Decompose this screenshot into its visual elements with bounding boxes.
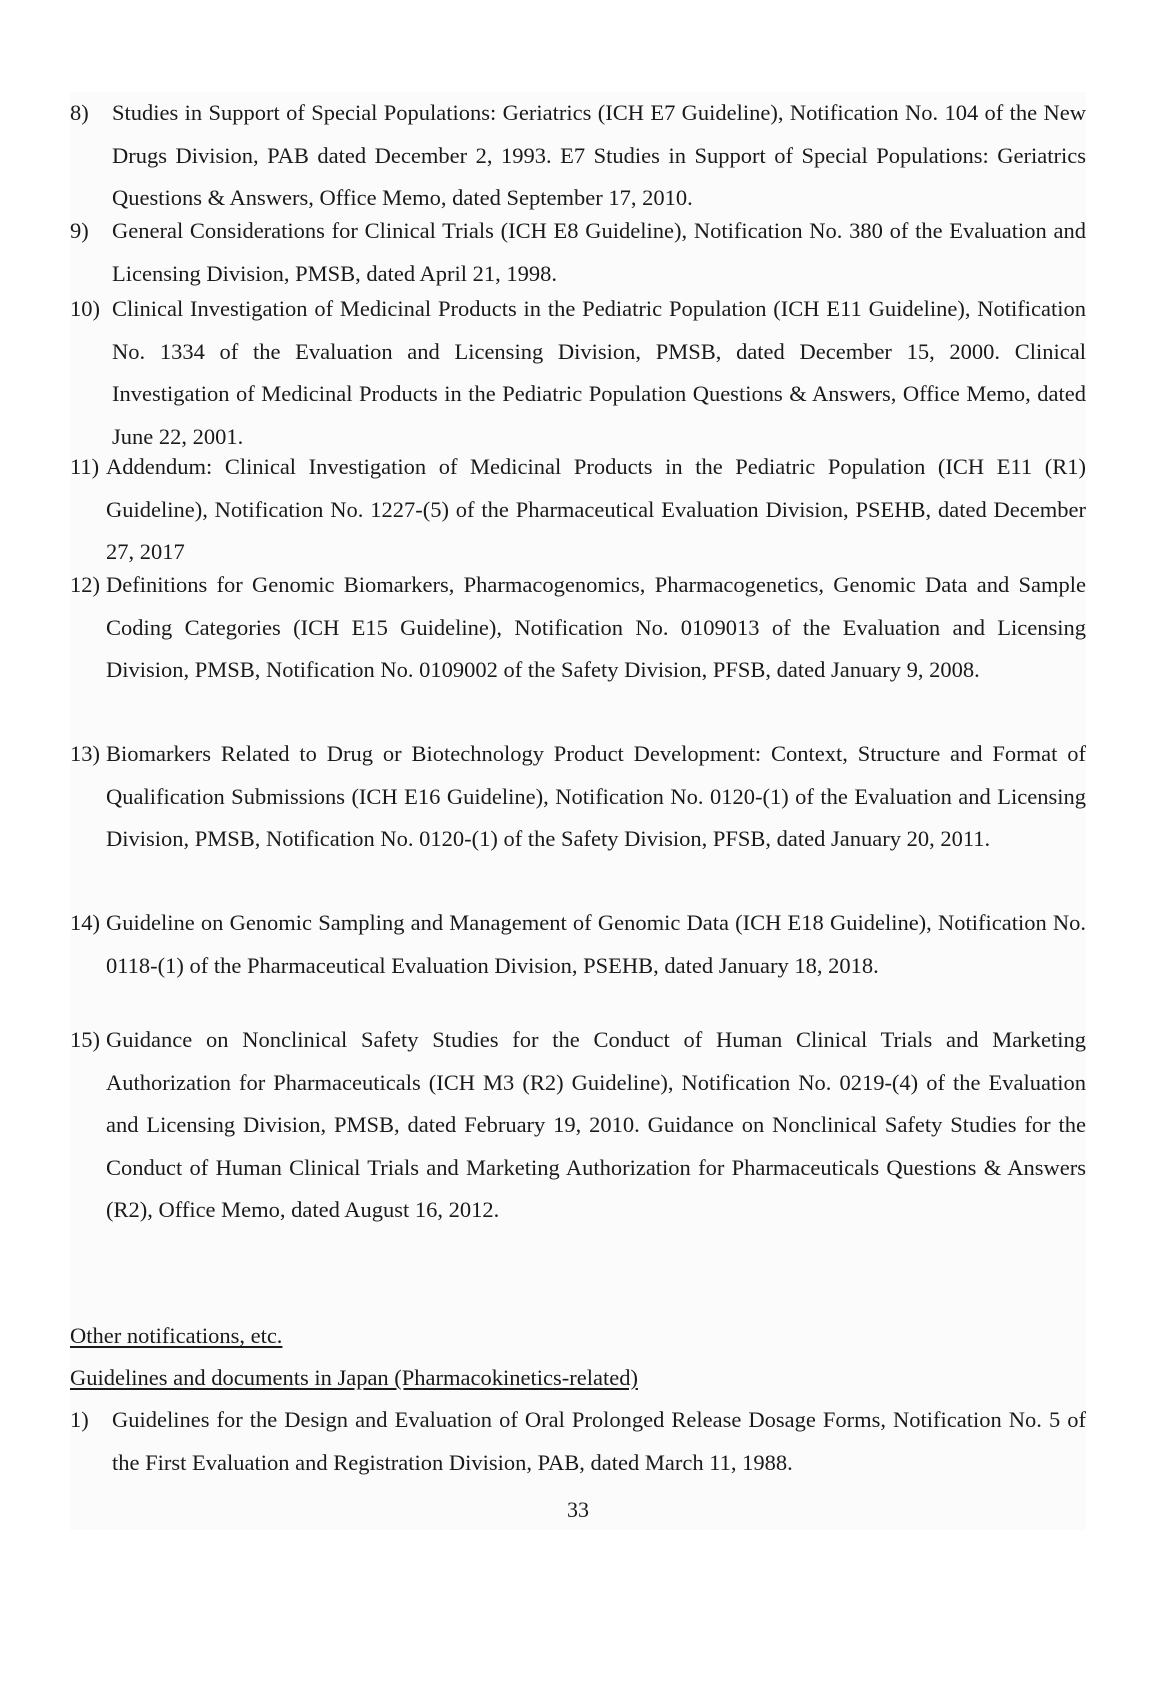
reference-text: Clinical Investigation of Medicinal Products in the Pediatric Population (ICH E11 Guideline), Notification No. 1334 of the Evaluation and Licensing Division, PMSB, dated December 15, 2000. Clinical Investigation of Medicinal Products in the Pediatric Population Questions & Answers, Office Memo, dated June 22, 2001. (112, 296, 1086, 449)
reference-item-12 (70, 564, 1086, 692)
reference-text: Guideline on Genomic Sampling and Management of Genomic Data (ICH E18 Guideline), Notification No. 0118-(1) of the Pharmaceutical Evaluation Division, PSEHB, dated January 18, 2018. (106, 910, 1086, 978)
page-number: 33 (567, 1497, 589, 1522)
reference-item-10 (70, 288, 1086, 458)
reference-text: Guidance on Nonclinical Safety Studies for the Conduct of Human Clinical Trials and Marketing Authorization for Pharmaceuticals (ICH M3 (R2) Guideline), Notification No. 0219-(4) of the Evaluation and Licensing Division, PMSB, dated February 19, 2010. Guidance on Nonclinical Safety Studies for the Conduct of Human Clinical Trials and Marketing Authorization for Pharmaceuticals Questions & Answers (R2), Office Memo, dated August 16, 2012. (106, 1027, 1086, 1222)
pharmacokinetics-heading: Guidelines and documents in Japan (Pharmacokinetics-related) (70, 1365, 638, 1390)
reference-item-15 (70, 1019, 1086, 1232)
reference-text: Guidelines for the Design and Evaluation of Oral Prolonged Release Dosage Forms, Notification No. 5 of the First Evaluation and Registration Division, PAB, dated March 11, 1988. (112, 1407, 1086, 1475)
reference-number: 14) (70, 910, 100, 935)
pk-reference-item-1 (70, 1399, 1086, 1484)
document-page (70, 92, 1086, 1530)
reference-text: Addendum: Clinical Investigation of Medicinal Products in the Pediatric Population (ICH E11 (R1) Guideline), Notification No. 1227-(5) of the Pharmaceutical Evaluation Division, PSEHB, dated December 27, 2017 (106, 454, 1086, 564)
reference-item-14 (70, 902, 1086, 987)
reference-text: Definitions for Genomic Biomarkers, Pharmacogenomics, Pharmacogenetics, Genomic Data and Sample Coding Categories (ICH E15 Guideline), Notification No. 0109013 of the Evaluation and Licensing Division, PMSB, Notification No. 0109002 of the Safety Division, PFSB, dated January 9, 2008. (106, 572, 1086, 682)
reference-number: 12) (70, 572, 100, 597)
reference-number: 9) (70, 218, 89, 243)
reference-number: 13) (70, 741, 100, 766)
reference-number: 10) (70, 296, 100, 321)
reference-number: 15) (70, 1027, 100, 1052)
reference-text: Studies in Support of Special Populations: Geriatrics (ICH E7 Guideline), Notification No. 104 of the New Drugs Division, PAB dated December 2, 1993. E7 Studies in Support of Special Populations: Geriatrics Questions & Answers, Office Memo, dated September 17, 2010. (112, 100, 1086, 210)
reference-item-13 (70, 733, 1086, 861)
other-notifications-heading: Other notifications, etc. (70, 1323, 283, 1348)
reference-item-8 (70, 92, 1086, 220)
reference-item-9 (70, 210, 1086, 295)
reference-number: 11) (70, 454, 100, 479)
reference-number: 1) (70, 1407, 89, 1432)
reference-text: General Considerations for Clinical Trials (ICH E8 Guideline), Notification No. 380 of the Evaluation and Licensing Division, PMSB, dated April 21, 1998. (112, 218, 1086, 286)
reference-text: Biomarkers Related to Drug or Biotechnology Product Development: Context, Structure and Format of Qualification Submissions (ICH E16 Guideline), Notification No. 0120-(1) of the Evaluation and Licensing Division, PMSB, Notification No. 0120-(1) of the Safety Division, PFSB, dated January 20, 2011. (106, 741, 1086, 851)
reference-item-11 (70, 446, 1086, 574)
reference-number: 8) (70, 100, 89, 125)
